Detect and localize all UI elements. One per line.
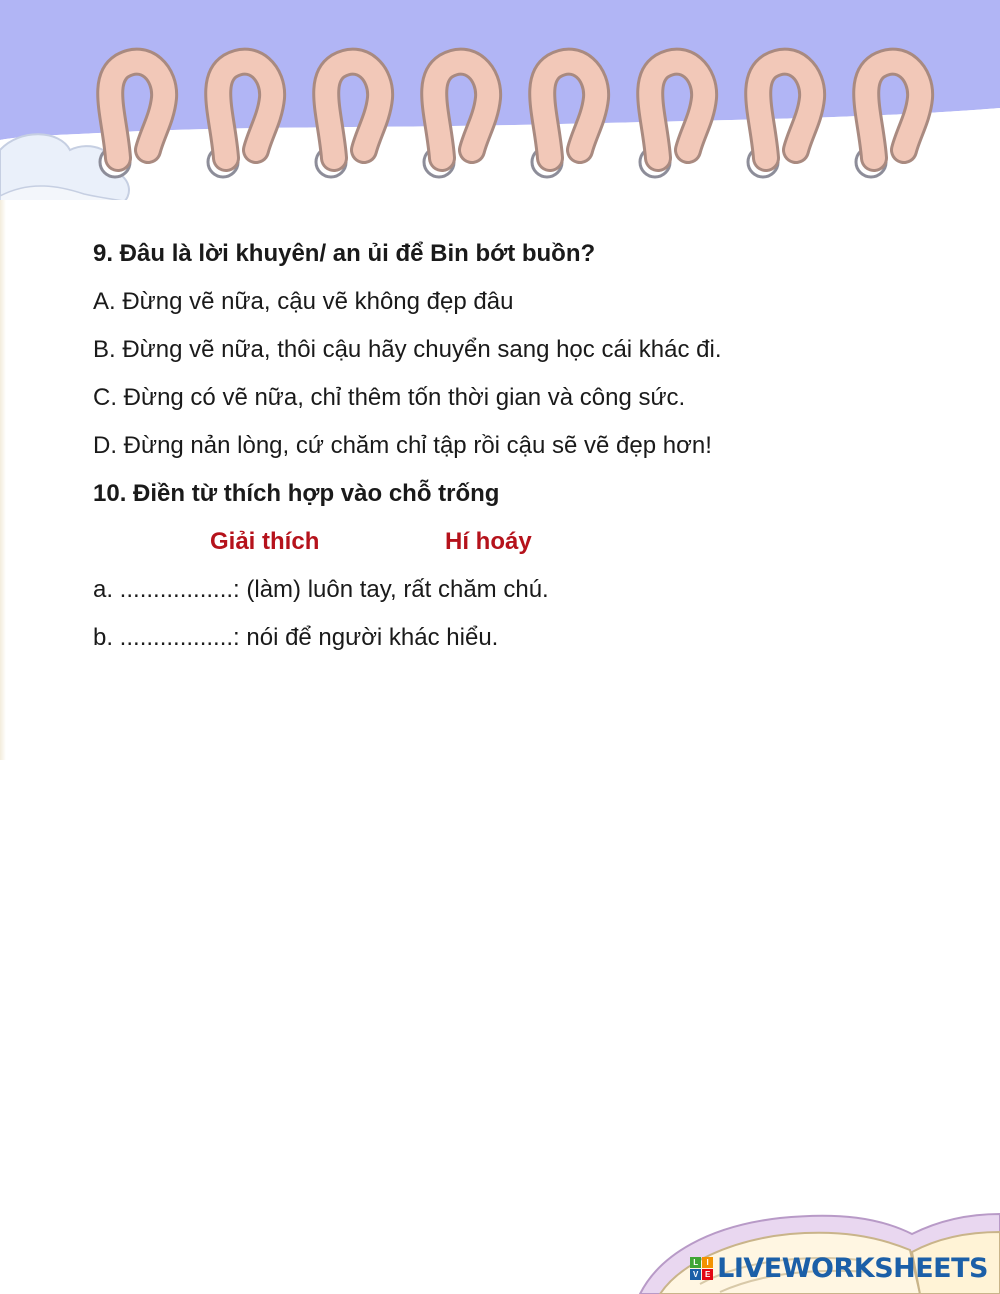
liveworksheets-wordmark: LIVEWORKSHEETS xyxy=(717,1253,988,1284)
logo-letter-e: E xyxy=(702,1269,713,1280)
logo-letter-i: I xyxy=(702,1257,713,1268)
question-9-option-d[interactable]: D. Đừng nản lòng, cứ chăm chỉ tập rồi cậu sẽ vẽ đẹp hơn! xyxy=(93,432,712,459)
logo-letter-v: V xyxy=(690,1269,701,1280)
page-left-edge xyxy=(0,200,6,760)
question-10-title: 10. Điền từ thích hợp vào chỗ trống xyxy=(93,480,500,507)
question-9-option-c[interactable]: C. Đừng có vẽ nữa, chỉ thêm tốn thời gian và công sức. xyxy=(93,384,686,411)
question-10-item-b[interactable]: b. .................: nói để người khác hiểu. xyxy=(93,624,499,651)
worksheet-content xyxy=(93,230,973,662)
word-bank-item-hi-hoay[interactable]: Hí hoáy xyxy=(445,528,532,555)
liveworksheets-logo-icon xyxy=(690,1257,713,1280)
word-bank-item-giai-thich[interactable]: Giải thích xyxy=(210,528,320,555)
question-10-item-a[interactable]: a. .................: (làm) luôn tay, rất chăm chú. xyxy=(93,576,549,603)
logo-letter-l: L xyxy=(690,1257,701,1268)
notebook-header-art xyxy=(0,0,1000,200)
liveworksheets-brand xyxy=(690,1253,988,1284)
question-9-title: 9. Đâu là lời khuyên/ an ủi để Bin bớt buồn? xyxy=(93,240,596,267)
question-9-option-a[interactable]: A. Đừng vẽ nữa, cậu vẽ không đẹp đâu xyxy=(93,288,514,315)
question-9-option-b[interactable]: B. Đừng vẽ nữa, thôi cậu hãy chuyển sang học cái khác đi. xyxy=(93,336,722,363)
word-bank xyxy=(93,518,973,566)
